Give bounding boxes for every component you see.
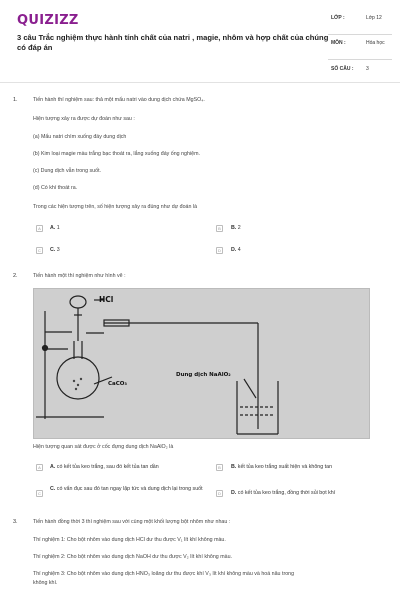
option-text: 3 — [56, 247, 60, 253]
answer-option-a-marker[interactable]: A — [36, 464, 43, 471]
answer-option-c[interactable] — [50, 485, 215, 493]
option-text: 1 — [56, 225, 60, 231]
answer-option-c-marker[interactable]: C — [36, 490, 43, 497]
option-letter: C. — [50, 247, 56, 253]
subject-label: MÔN : — [331, 40, 346, 46]
question-text: Thí nghiệm 3: Cho bột nhôm vào dung dịch HNO₃ loãng dư thu được khí V₃ lít khí không màu và hoá nâu trong — [33, 571, 295, 577]
option-letter: A. — [50, 464, 56, 470]
answer-option-a-marker[interactable]: A — [36, 225, 43, 232]
question-number: 1. — [13, 97, 18, 103]
answer-option-b[interactable] — [231, 225, 241, 231]
option-text: có vẩn đục sau đó tan ngay lập tức và dung dịch lại trong suốt — [56, 486, 203, 492]
page-title: 3 câu Trắc nghiệm thực hành tính chất của natri , magie, nhôm và hợp chất của chúng có đáp án — [17, 33, 329, 52]
subject-value: Hóa học — [366, 40, 385, 46]
option-text: kết tủa keo trắng xuất hiện và không tan — [237, 464, 333, 470]
caco3-label: CaCO₃ — [108, 381, 127, 387]
option-text: có kết tủa keo trắng, đồng thời sủi bọt khí — [237, 490, 336, 496]
experiment-figure — [33, 288, 370, 439]
question-text: Thí nghiệm 1: Cho bột nhôm vào dung dịch HCl dư thu được V₁ lít khí không màu. — [33, 537, 226, 543]
count-value: 3 — [366, 66, 369, 72]
solution-label: Dung dịch NaAlO₂ — [176, 372, 231, 378]
header-divider — [0, 82, 400, 83]
option-text: 4 — [237, 247, 241, 253]
quizizz-logo: QUIZIZZ — [17, 13, 79, 28]
apparatus-diagram — [34, 289, 370, 439]
question-text: Thí nghiệm 2: Cho bột nhôm vào dung dịch NaOH dư thu được V₂ lít khí không màu. — [33, 554, 233, 560]
question-text: Tiến hành thí nghiệm sau: thả một mẩu natri vào dung dịch chứa MgSO₄. — [33, 97, 205, 103]
class-label: LỚP : — [331, 15, 345, 21]
option-text: 2 — [237, 225, 241, 231]
class-value: Lớp 12 — [366, 15, 382, 21]
question-text: (d) Có khí thoát ra. — [33, 185, 78, 191]
option-letter: C. — [50, 486, 56, 492]
question-text: không khí. — [33, 580, 58, 586]
flask-solids — [73, 378, 82, 390]
option-letter: D. — [231, 247, 237, 253]
count-label: SỐ CÂU : — [331, 66, 354, 72]
option-letter: B. — [231, 464, 237, 470]
question-number: 2. — [13, 273, 18, 279]
answer-option-d[interactable] — [231, 247, 241, 253]
answer-option-b-marker[interactable]: B — [216, 464, 223, 471]
apparatus-lines — [36, 296, 278, 434]
answer-option-d[interactable] — [231, 490, 391, 496]
option-letter: D. — [231, 490, 237, 496]
answer-option-d-marker[interactable]: D — [216, 490, 223, 497]
question-text: (b) Kim loại magie màu trắng bạc thoát ra, lắng xuống đáy ống nghiệm. — [33, 151, 200, 157]
answer-option-c[interactable] — [50, 247, 60, 253]
option-text: có kết tủa keo trắng, sau đó kết tủa tan dần — [56, 464, 159, 470]
question-text: (c) Dung dịch vẫn trong suốt. — [33, 168, 102, 174]
answer-option-b[interactable] — [231, 464, 381, 470]
divider — [328, 34, 392, 35]
question-text: Tiến hành một thí nghiệm như hình vẽ : — [33, 273, 126, 279]
question-text: Hiện tượng xảy ra được dự đoán như sau : — [33, 116, 135, 122]
option-letter: A. — [50, 225, 56, 231]
answer-option-a[interactable] — [50, 225, 60, 231]
question-text: Trong các hiện tượng trên, số hiện tượng xảy ra đúng như dự đoán là — [33, 204, 198, 210]
option-letter: B. — [231, 225, 237, 231]
answer-option-c-marker[interactable]: C — [36, 247, 43, 254]
answer-option-d-marker[interactable]: D — [216, 247, 223, 254]
question-text: (a) Mẩu natri chìm xuống đáy dung dịch — [33, 134, 127, 140]
divider — [328, 59, 392, 60]
question-number: 3. — [13, 519, 18, 525]
answer-option-a[interactable] — [50, 464, 210, 470]
question-text: Hiện tượng quan sát được ở cốc đựng dung dịch NaAlO₂ là — [33, 444, 174, 450]
answer-option-b-marker[interactable]: B — [216, 225, 223, 232]
hcl-label: HCl — [99, 295, 114, 304]
question-text: Tiến hành đồng thời 3 thí nghiệm sau với cùng một khối lượng bột nhôm như nhau : — [33, 519, 231, 525]
